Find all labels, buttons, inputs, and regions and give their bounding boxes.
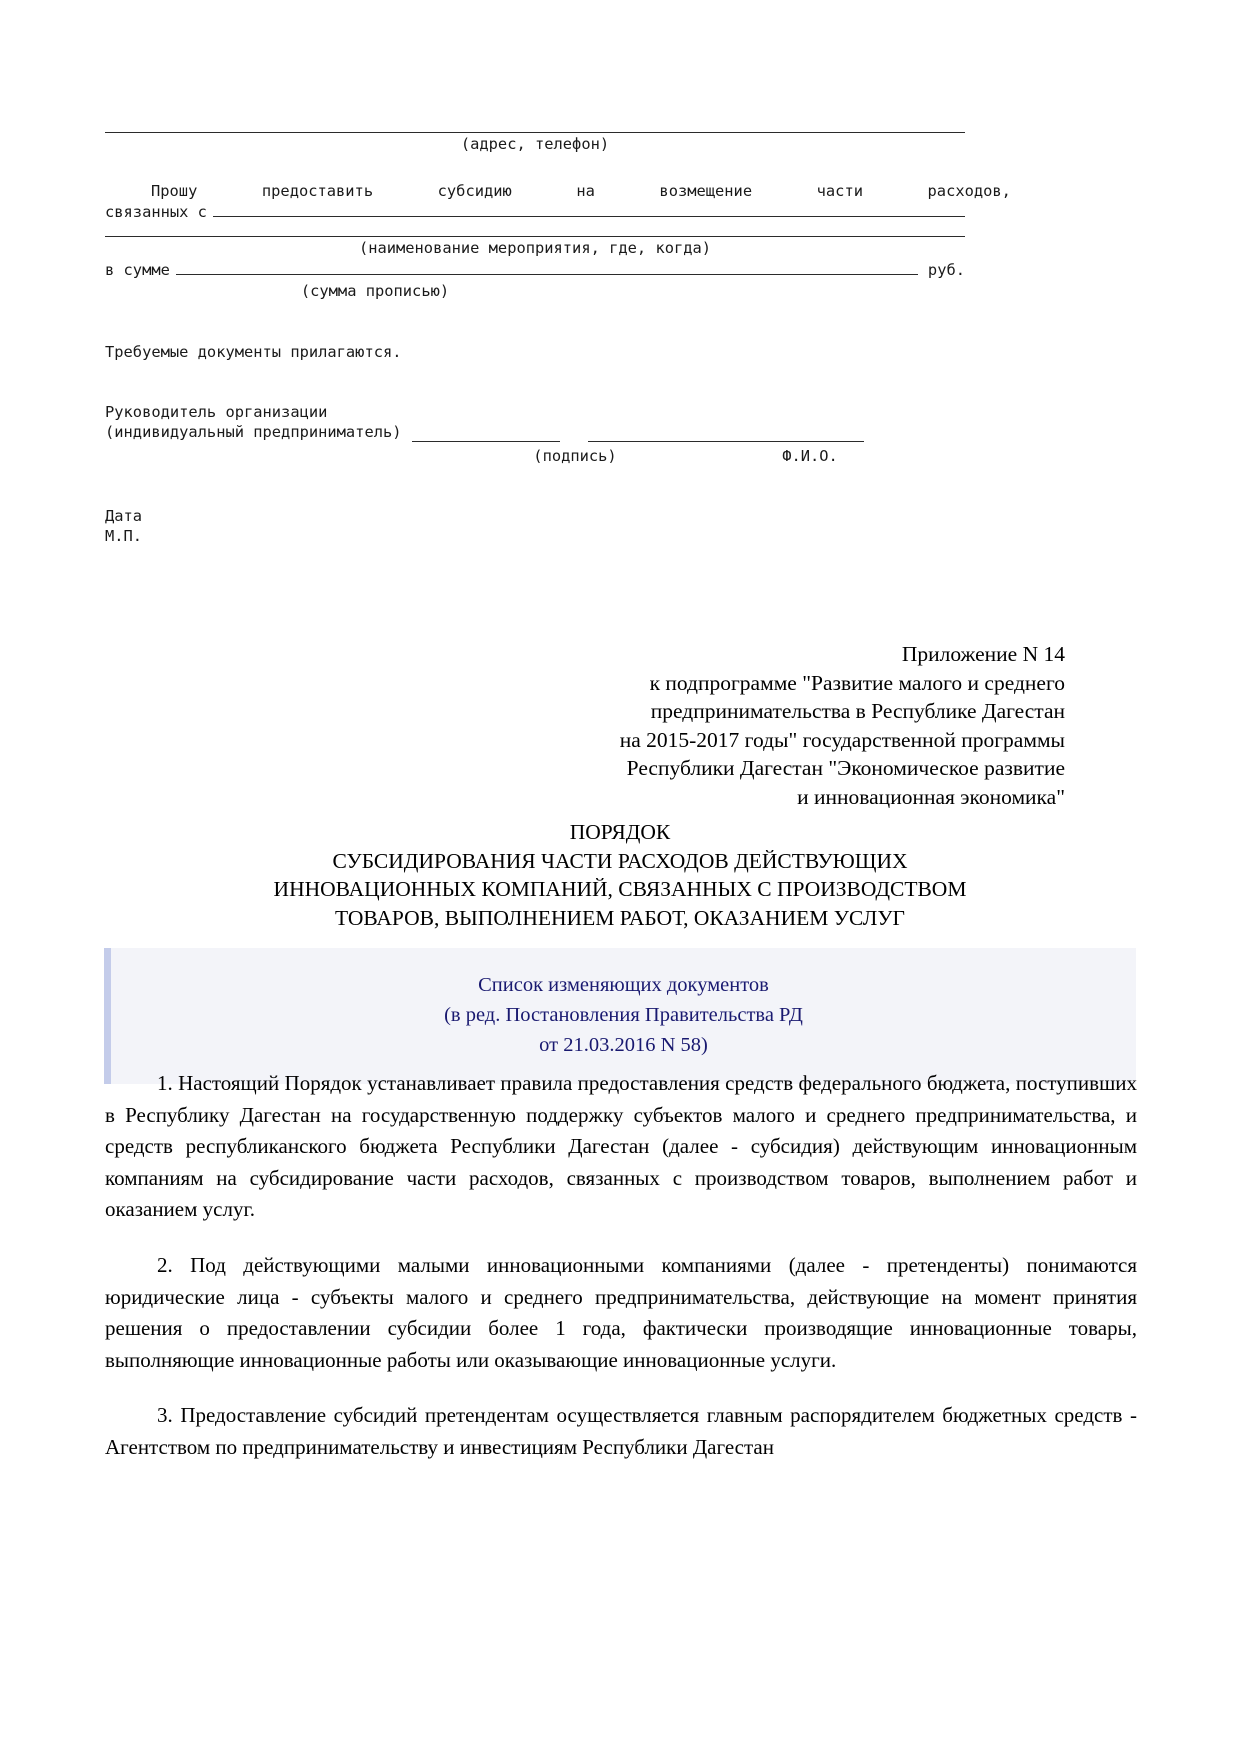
- title-line-1: СУБСИДИРОВАНИЯ ЧАСТИ РАСХОДОВ ДЕЙСТВУЮЩИХ: [332, 848, 908, 873]
- paragraph-3: 3. Предоставление субсидий претендентам осуществляется главным распорядителем бюджетных средств - Агентством по предпринимательству и инвестициям Республики Дагестан: [105, 1403, 1137, 1459]
- amount-label: в сумме: [105, 261, 170, 279]
- request-word-5: части: [816, 182, 863, 200]
- signature-caption: (подпись): [533, 447, 617, 465]
- application-form-section: [105, 132, 1011, 546]
- request-line: [105, 181, 1011, 201]
- related-to-label: связанных с: [105, 203, 207, 221]
- fio-caption: Ф.И.О.: [782, 447, 838, 465]
- spacer: [105, 222, 965, 236]
- signature-row: [105, 422, 965, 442]
- paragraph-2: 2. Под действующими малыми инновационными компаниями (далее - претенденты) понимаются юридические лица - субъекты малого и среднего предпринимательства, действующие на момент принятия решения о предоставлении субсидии более 1 года, фактически производящие инновационные товары, выполняющие инновационные работы или оказывающие инновационные услуги.: [105, 1252, 1137, 1372]
- individual-entrepreneur-label: (индивидуальный предприниматель): [105, 423, 402, 441]
- paragraph-1: 1. Настоящий Порядок устанавливает правила предоставления средств федерального бюджета, поступивших в Республику Дагестан на государственную поддержку субъектов малого и среднего предпринимательства, и средств республиканского бюджета Республики Дагестан (далее - субсидия) действующим инновационным компаниям на субсидирование части расходов, связанных с производством товаров, выполнением работ и оказанием услуг.: [105, 1071, 1137, 1222]
- seal-label: М.П.: [105, 527, 143, 545]
- documents-attached-note: Требуемые документы прилагаются.: [105, 343, 402, 361]
- request-word-1: предоставить: [261, 182, 374, 200]
- page-title: [105, 818, 1135, 932]
- changes-box-edition-line: (в ред. Постановления Правительства РД: [444, 1004, 803, 1026]
- signature-input-rule[interactable]: [412, 427, 560, 442]
- body-text: [105, 1068, 1137, 1464]
- appendix-ref-line-3: на 2015-2017 годы" государственной программы: [619, 727, 1065, 752]
- appendix-ref-line-4: Республики Дагестан "Экономическое развитие: [626, 756, 1065, 780]
- fio-input-rule[interactable]: [588, 427, 864, 442]
- title-line-0: ПОРЯДОК: [569, 820, 671, 844]
- date-label: Дата: [105, 507, 143, 525]
- request-word-0: Прошу: [151, 182, 198, 200]
- related-to-row: [105, 201, 965, 222]
- request-word-3: на: [576, 182, 595, 200]
- changes-box-heading: Список изменяющих документов: [478, 974, 769, 996]
- signature-captions: [105, 446, 1240, 466]
- address-caption: (адрес, телефон): [460, 135, 610, 153]
- head-of-organization-label: Руководитель организации: [105, 403, 328, 421]
- request-word-4: возмещение: [659, 182, 753, 200]
- spacer: [105, 362, 965, 402]
- spacer: [105, 466, 965, 506]
- request-word-6: расходов,: [927, 182, 1011, 200]
- related-to-input-rule[interactable]: [213, 201, 965, 217]
- spacer: [105, 302, 965, 342]
- appendix-ref-line-1: к подпрограмме "Развитие малого и среднего: [649, 670, 1065, 695]
- list-of-amending-documents-box: [104, 948, 1136, 1084]
- amount-in-words-caption: (сумма прописью): [300, 282, 450, 300]
- spacer: [105, 155, 965, 181]
- title-line-2: ИННОВАЦИОННЫХ КОМПАНИЙ, СВЯЗАННЫХ С ПРОИЗВОДСТВОМ: [273, 877, 967, 901]
- amount-unit: руб.: [927, 261, 965, 279]
- title-line-3: ТОВАРОВ, ВЫПОЛНЕНИЕМ РАБОТ, ОКАЗАНИЕМ УСЛУГ: [334, 905, 905, 930]
- appendix-ref-line-5: и инновационная экономика": [797, 784, 1065, 809]
- amount-row: [105, 259, 965, 280]
- request-word-2: субсидию: [437, 182, 512, 200]
- event-caption: (наименование мероприятия, где, когда): [358, 239, 712, 257]
- changes-box-date-line: от 21.03.2016 N 58): [539, 1034, 708, 1056]
- appendix-reference-block: [545, 640, 1065, 811]
- appendix-ref-line-2: предпринимательства в Республике Дагестан: [650, 699, 1065, 723]
- appendix-ref-line-0: Приложение N 14: [901, 642, 1065, 666]
- amount-input-rule[interactable]: [176, 259, 918, 275]
